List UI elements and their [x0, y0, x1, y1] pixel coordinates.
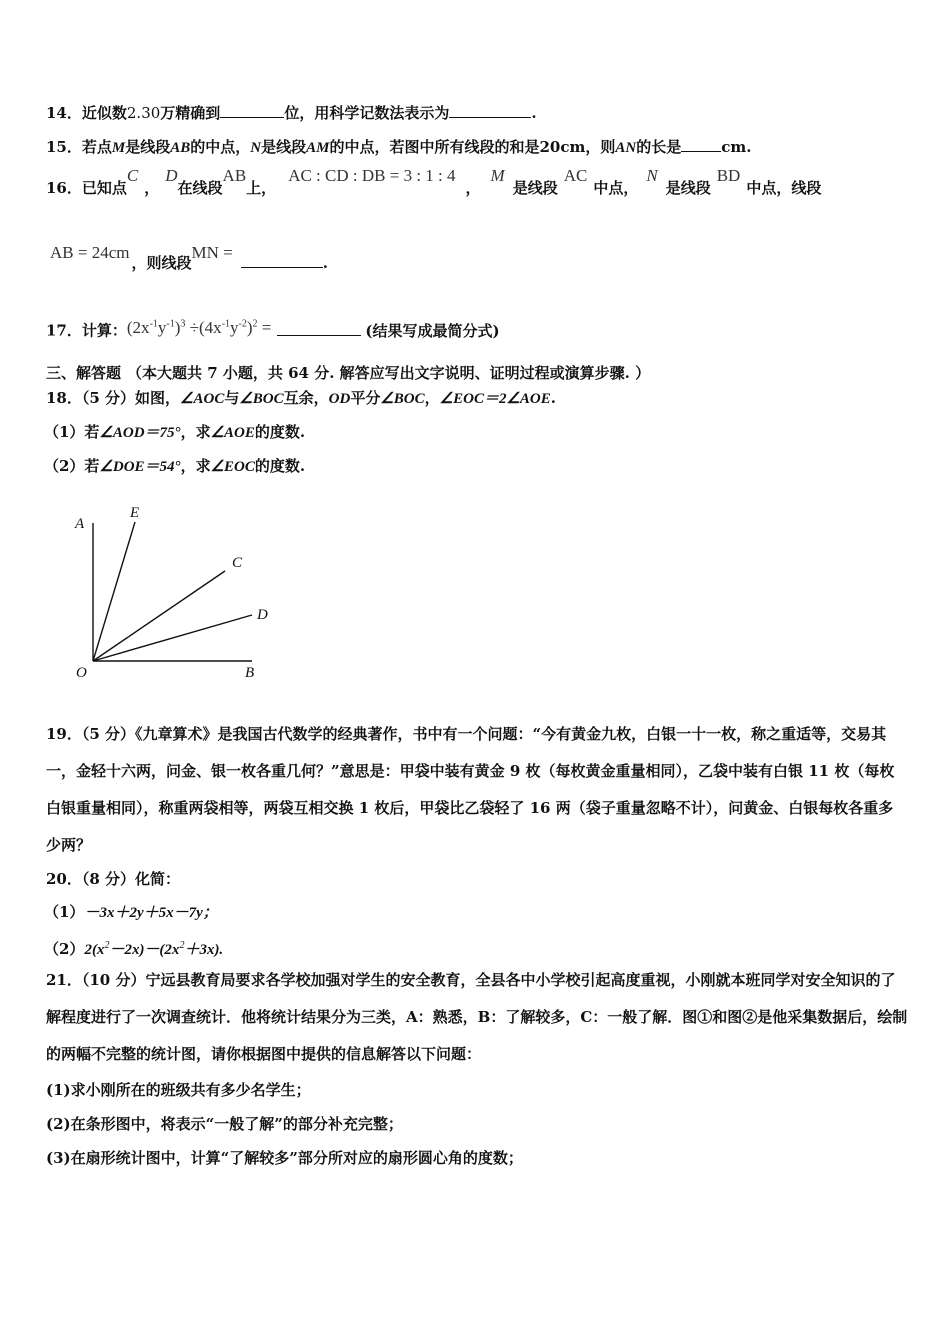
q17-number: 17． [46, 321, 82, 340]
question-21: 21．（10 分）宁远县教育局要求各学校加强对学生的安全教育，全县各中小学校引起高度重视，小刚就本班同学对安全知识的了解程度进行了一次调查统计．他将统计结果分为三类，A：熟悉，B：了解较多，C：一般了解．图①和图②是他采集数据后，绘制的两幅不完整的统计图，请你根据图中提供的信息解答以下问题： [46, 971, 908, 1063]
q14-number: 14． [46, 104, 82, 122]
question-18-part-2: （2）若∠DOE＝54°，求∠EOC的度数. [44, 457, 306, 475]
ray-OC [93, 571, 225, 661]
label-O: O [76, 665, 87, 681]
label-E: E [130, 505, 140, 521]
question-19: 19．（5 分）《九章算术》是我国古代数学的经典著作，书中有一个问题：“今有黄金九枚，白银一十一枚，称之重适等，交易其一，金轻十六两，问金、银一枚各重几何？”意思是：甲袋中装有黄金 9 枚（每枚黄金重量相同），乙袋中装有白银 11 枚（每枚白银重量相同），称重两袋相等，两袋互相交换 1 枚后，甲袋比乙袋轻了 16 两（袋子重量忽略不计），问黄金、白银每枚各重多少两？ [46, 725, 895, 854]
label-C: C [232, 555, 243, 571]
q15-number: 15． [46, 138, 82, 156]
question-16-continued: AB = 24cm，则线段MN =. [50, 243, 328, 272]
question-20: 20．（8 分）化简： [46, 870, 181, 888]
question-21-item-1: (1)求小刚所在的班级共有多少名学生； [46, 1081, 311, 1099]
question-20-part-2: $(2)2(x^2-2x)-(2x^2+3x)$. [44, 940, 224, 958]
label-B: B [245, 665, 255, 681]
angle-figure [60, 495, 290, 690]
question-18: 18．（5 分）如图，∠AOC与∠BOC互余，OD平分∠BOC，∠EOC＝2∠AOE. [46, 389, 556, 407]
ray-OE [93, 522, 135, 661]
question-21-item-2: (2)在条形图中，将表示“一般了解”的部分补充完整； [46, 1115, 403, 1133]
answer-blank[interactable] [220, 101, 284, 118]
answer-blank[interactable] [681, 135, 721, 152]
label-A: A [75, 516, 85, 532]
question-15: 15．若点M是线段AB的中点，N是线段AM的中点，若图中所有线段的和是20cm，则AN的长是 cm. [46, 135, 752, 159]
question-16: 16．已知点C，D在线段AB上，AC : CD : DB = 3 : 1 : 4，M是线段AC中点，N是线段BD中点，线段 [46, 166, 822, 197]
label-D: D [257, 607, 268, 623]
question-18-part-1: （1）若∠AOD＝75°，求∠AOE的度数. [44, 423, 306, 441]
q17-expression: $(2x^{-1}y^{-1})^3 \div(4x^{-1}y^{-2})^2$ = [126, 317, 272, 337]
q16-number: 16． [46, 179, 82, 197]
answer-blank[interactable] [277, 319, 361, 336]
question-20-part-1: （1）－3x＋2y＋5x－7y； [44, 903, 218, 921]
section-3-heading: 三、解答题 （本大题共 7 小题，共 64 分. 解答应写出文字说明、证明过程或演算步骤. ） [46, 364, 651, 382]
answer-blank[interactable] [449, 101, 531, 118]
question-17: 17．计算：$(2x^{-1}y^{-1})^3 \div(4x^{-1}y^{-2})^2$ = (结果写成最简分式) [46, 317, 500, 340]
answer-blank[interactable] [241, 251, 323, 268]
ray-OD [93, 615, 252, 661]
question-14: 14．近似数2.30万精确到 位，用科学记数法表示为 . [46, 101, 537, 124]
question-21-item-3: (3)在扇形统计图中，计算“了解较多”部分所对应的扇形圆心角的度数； [46, 1149, 523, 1167]
